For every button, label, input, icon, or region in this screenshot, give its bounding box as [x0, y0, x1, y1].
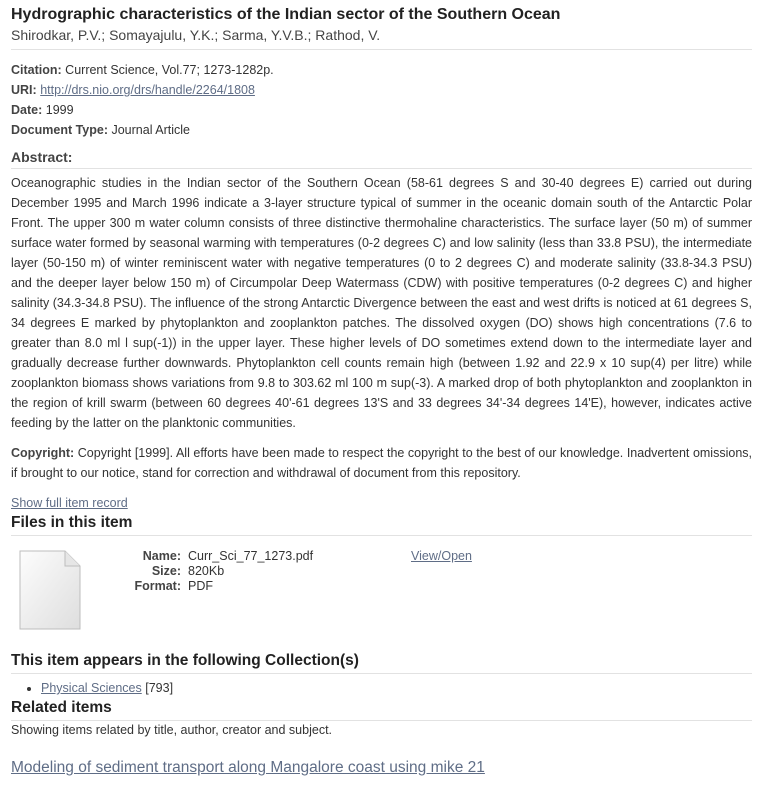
collections-section: [11, 651, 752, 698]
collections-heading: This item appears in the following Collection(s): [11, 651, 752, 674]
show-full-record-link[interactable]: Show full item record: [11, 496, 128, 510]
document-icon[interactable]: [19, 550, 81, 630]
abstract-heading: Abstract:: [11, 148, 752, 169]
uri-row: [11, 80, 752, 100]
page-title: Hydrographic characteristics of the Indian sector of the Southern Ocean: [11, 6, 561, 23]
abstract-text: Oceanographic studies in the Indian sector of the Southern Ocean (58-61 degrees S and 30-40 degrees E) carried out during December 1995 and March 1996 indicate a 3-layer structure typical of summer in the oceanic domain south of the Antarctic Polar Front. The upper 300 m water column consists of three distinctive thermohaline characteristics. The surface layer (50 m) of summer surface water formed by seasonal warming with temperatures (0-2 degrees C) and low salinity (less than 33.8 PSU), the intermediate layer (50-150 m) of winter reminiscent water with negative temperatures (0 to 2 degrees C) and moderate salinity (33.8-34.3 PSU) and the deeper layer below 150 m) of Circumpolar Deep Watermass (CDW) with positive temperatures (0-2 degrees C) and higher salinity (34.3-34.8 PSU). The influence of the strong Antarctic Divergence between the east and west drifts is noticed at 61 degrees S, 34 degrees E marked by phytoplankton and zooplankton patches. The dissolved oxygen (DO) shows high concentrations (7.6 to greater than 8.0 ml l sup(-1)) in the upper layer. These higher levels of DO sometimes extend down to the intermediate layer and gradually decrease further downwards. Phytoplankton cell counts remain high (between 1.92 and 22.9 x 10 sup(4) per litre) while zooplankton biomass shows variations from 9.8 to 303.62 ml 100 m sup(-3). A marked drop of both phytoplankton and zooplankton in the region of krill swarm (between 60 degrees 40'-61 degrees 13'S and 33 degrees 34'-34 degrees 14'E), however, indicates active feeding by the latter on the planktonic communities.: [11, 176, 752, 430]
collections-list: [11, 678, 752, 698]
related-subtitle: Showing items related by title, author, creator and subject.: [11, 723, 333, 737]
related-item-link[interactable]: Modeling of sediment transport along Mangalore coast using mike 21: [11, 759, 485, 776]
collection-count: [793]: [145, 681, 174, 695]
citation-label: Citation:: [11, 63, 62, 77]
copyright-label: Copyright:: [11, 446, 75, 460]
file-size-label: Size:: [151, 564, 181, 578]
related-heading: Related items: [11, 698, 752, 721]
date-value: 1999: [45, 103, 74, 117]
copyright-text: Copyright [1999]. All efforts have been made to respect the copyright to the best of our knowledge. Inadvertent omissions, if brought to our notice, stand for correction and withdrawal of document from this repository.: [11, 446, 752, 480]
file-size-row: [131, 564, 313, 579]
file-format-row: [131, 579, 313, 594]
file-format-label: Format:: [134, 579, 181, 593]
file-size-value: 820Kb: [188, 564, 225, 578]
uri-label: URI:: [11, 83, 37, 97]
authors: Shirodkar, P.V.; Somayajulu, Y.K.; Sarma, Y.V.B.; Rathod, V.: [11, 25, 752, 50]
doctype-label: Document Type:: [11, 123, 108, 137]
citation-row: [11, 60, 752, 80]
doctype-value: Journal Article: [111, 123, 190, 137]
list-item: [41, 678, 752, 698]
file-name-row: [131, 549, 313, 564]
doctype-row: [11, 120, 752, 140]
copyright: [11, 443, 752, 483]
date-label: Date:: [11, 103, 43, 117]
file-name-label: Name:: [142, 549, 181, 563]
file-name-value: Curr_Sci_77_1273.pdf: [188, 549, 314, 563]
metadata-list: [11, 60, 752, 140]
date-row: [11, 100, 752, 120]
citation-value: Current Science, Vol.77; 1273-1282p.: [65, 63, 274, 77]
file-row: [11, 536, 752, 651]
uri-link[interactable]: http://drs.nio.org/drs/handle/2264/1808: [40, 83, 255, 97]
file-format-value: PDF: [188, 579, 213, 593]
collection-link[interactable]: Physical Sciences: [41, 681, 142, 695]
files-heading: Files in this item: [11, 513, 752, 536]
file-metadata: [131, 549, 313, 594]
view-open-link[interactable]: View/Open: [411, 549, 472, 563]
